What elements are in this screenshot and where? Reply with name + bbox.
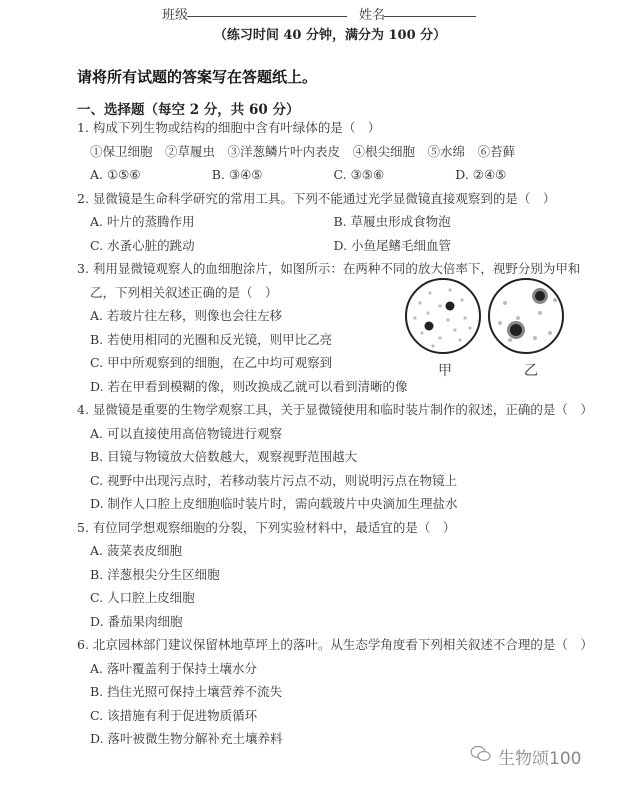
option: C. 该措施有利于促进物质循环: [90, 707, 258, 723]
class-blank: [187, 16, 347, 17]
wechat-icon: [470, 745, 492, 768]
question-stem: 3. 利用显微镜观察人的血细胞涂片，如图所示：在两种不同的放大倍率下，视野分别为甲和: [77, 261, 581, 276]
options-row: [77, 163, 577, 187]
question-items: ①保卫细胞 ②草履虫 ③洋葱鳞片叶内表皮 ④根尖细胞 ⑤水绵 ⑥苔藓: [90, 143, 516, 159]
option: D. 番茄果肉细胞: [90, 613, 183, 629]
option: A. 若玻片往左移，则像也会往左移: [90, 308, 282, 323]
question-list: [77, 116, 593, 751]
option: B. 若使用相同的光圈和反光镜，则甲比乙亮: [90, 331, 333, 347]
option: C. 视野中出现污点时，若移动装片污点不动，则说明污点在物镜上: [90, 472, 458, 488]
watermark: [470, 744, 581, 769]
blood-cell-figure: [400, 278, 570, 378]
options-row: [77, 234, 577, 258]
option: C. ③⑤⑥: [333, 167, 385, 182]
section-heading: 一、选择题（每空 2 分，共 60 分）: [77, 102, 300, 118]
option: B. ③④⑤: [211, 167, 263, 182]
option: D. ②④⑤: [455, 167, 507, 182]
name-label: 姓名: [359, 8, 386, 23]
option: C. 水蚤心脏的跳动: [90, 237, 195, 253]
view-jia: [406, 279, 480, 353]
option: B. 草履虫形成食物泡: [333, 214, 451, 229]
microscope-views-illustration: [400, 278, 570, 358]
option: D. 小鱼尾鳍毛细血管: [333, 237, 452, 253]
option: D. 落叶被微生物分解补充土壤养料: [90, 731, 283, 746]
view-yi: [489, 279, 563, 353]
option: B. 挡住光照可保持土壤营养不流失: [90, 684, 283, 699]
question-stem: 1. 构成下列生物或结构的细胞中含有叶绿体的是（ ）: [77, 120, 381, 135]
option: A. ①⑤⑥: [90, 167, 141, 182]
option: B. 洋葱根尖分生区细胞: [90, 566, 220, 582]
question-stem: 2. 显微镜是生命科学研究的常用工具。下列不能通过光学显微镜直接观察到的是（ ）: [77, 190, 556, 206]
exam-subtitle: （练习时间 40 分钟，满分为 100 分）: [213, 28, 447, 43]
question-stem: 4. 显微镜是重要的生物学观察工具，关于显微镜使用和临时装片制作的叙述，正确的是（ ）: [77, 402, 593, 417]
option: A. 叶片的蒸腾作用: [90, 214, 195, 229]
watermark-text: 生物颂100: [498, 749, 582, 769]
option: D. 制作人口腔上皮细胞临时装片时，需向载玻片中央滴加生理盐水: [90, 496, 458, 511]
option: C. 人口腔上皮细胞: [90, 590, 195, 605]
question-stem: 6. 北京园林部门建议保留林地草坪上的落叶。从生态学角度看下列相关叙述不合理的是（ ）: [77, 637, 593, 652]
option: C. 甲中所观察到的细胞，在乙中均可观察到: [90, 355, 333, 370]
question-stem: 5. 有位同学想观察细胞的分裂，下列实验材料中，最适宜的是（ ）: [77, 519, 456, 535]
instruction: 请将所有试题的答案写在答题纸上。: [77, 68, 318, 86]
name-blank: [384, 16, 476, 17]
class-label: 班级: [162, 8, 189, 23]
option: D. 若在甲看到模糊的像，则改换成乙就可以看到清晰的像: [90, 378, 408, 394]
figure-label-yi: 乙: [524, 363, 538, 379]
question-stem: 乙，下列相关叙述正确的是（ ）: [90, 284, 278, 300]
option: A. 落叶覆盖利于保持土壤水分: [90, 660, 257, 676]
figure-label-jia: 甲: [438, 363, 452, 379]
option: B. 目镜与物镜放大倍数越大，观察视野范围越大: [90, 449, 358, 464]
option: A. 可以直接使用高倍物镜进行观察: [90, 425, 282, 441]
options-row: [77, 210, 577, 234]
option: A. 菠菜表皮细胞: [90, 543, 182, 558]
